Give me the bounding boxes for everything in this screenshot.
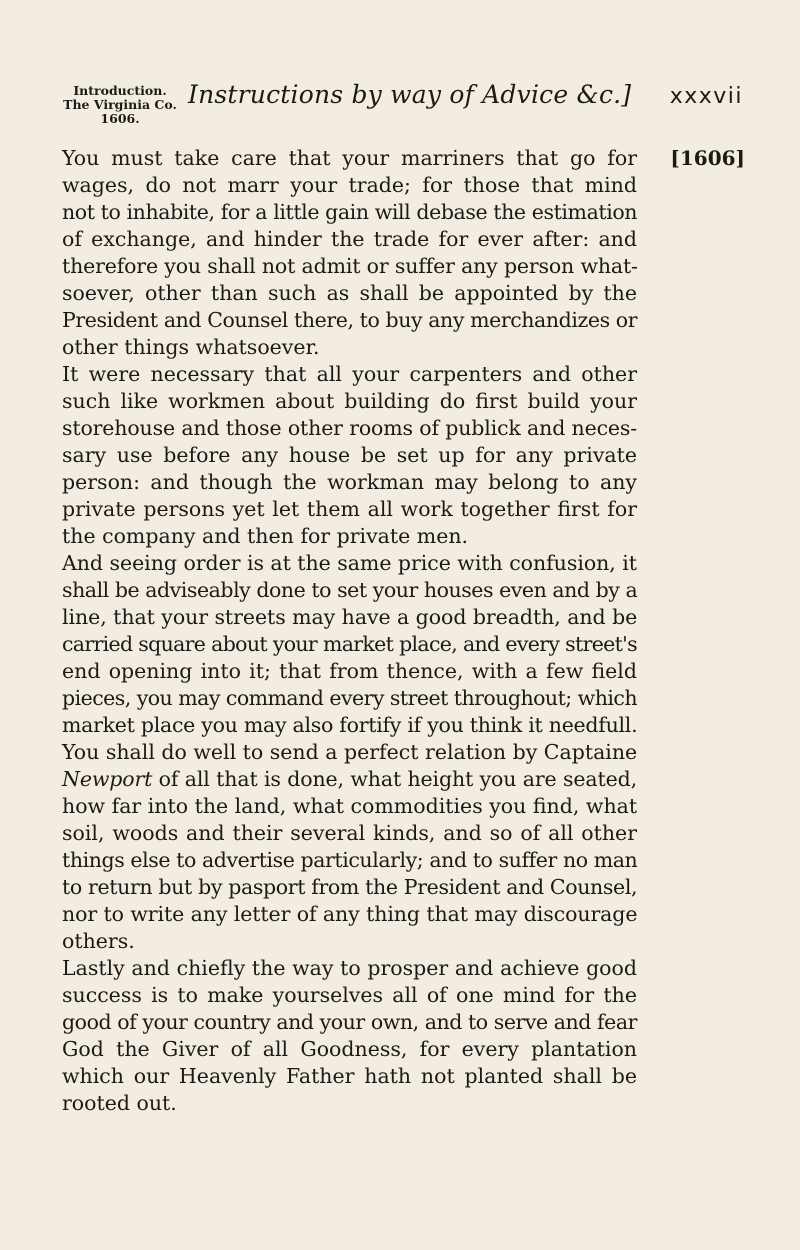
text-line: carried square about your market place, and every street's bbox=[62, 632, 637, 656]
text-line: pieces, you may command every street throughout; which bbox=[62, 686, 637, 710]
text-line: of exchange, and hinder the trade for ever after: and bbox=[62, 227, 637, 251]
text-line: others. bbox=[62, 929, 135, 953]
text-line: Lastly and chiefly the way to prosper and achieve good bbox=[62, 956, 637, 980]
text-line: rooted out. bbox=[62, 1091, 177, 1115]
text-line: soil, woods and their several kinds, and so of all other bbox=[62, 821, 637, 845]
margin-date: [1606] bbox=[670, 146, 745, 170]
text-line: the company and then for private men. bbox=[62, 524, 469, 548]
text-line: private persons yet let them all work together first for bbox=[62, 497, 637, 521]
paragraph-5 bbox=[62, 955, 637, 1117]
page-number: xxxvii bbox=[669, 84, 743, 109]
text-line: other things whatsoever. bbox=[62, 335, 320, 359]
text-line: God the Giver of all Goodness, for every plantation bbox=[62, 1037, 637, 1061]
text-line: sary use before any house be set up for any private bbox=[62, 443, 637, 467]
paragraph-1 bbox=[62, 145, 637, 361]
paragraph-2 bbox=[62, 361, 637, 550]
text-line: such like workmen about building do first build your bbox=[62, 389, 637, 413]
text-line: not to inhabite, for a little gain will debase the estimation bbox=[62, 200, 638, 224]
text-line: soever, other than such as shall be appointed by the bbox=[62, 281, 637, 305]
running-head-line-3: 1606. bbox=[100, 111, 140, 126]
text-line: And seeing order is at the same price with confusion, it bbox=[62, 551, 637, 575]
text-line: to return but by pasport from the President and Counsel, bbox=[62, 875, 638, 899]
body-text bbox=[62, 145, 637, 1117]
text-line: things else to advertise particularly; and to suffer no man bbox=[62, 848, 638, 872]
text-line: President and Counsel there, to buy any merchandizes or bbox=[62, 308, 638, 332]
text-line: shall be adviseably done to set your houses even and by a bbox=[62, 578, 638, 602]
text-line: line, that your streets may have a good breadth, and be bbox=[62, 605, 638, 629]
text-line: end opening into it; that from thence, with a few field bbox=[62, 659, 637, 683]
text-line: how far into the land, what commodities you find, what bbox=[62, 794, 638, 818]
running-head-line-1: Introduction. bbox=[73, 83, 167, 98]
text-line: wages, do not marr your trade; for those that mind bbox=[62, 173, 637, 197]
text-line: market place you may also fortify if you think it needfull. bbox=[62, 713, 638, 737]
text-line: storehouse and those other rooms of publick and neces- bbox=[62, 416, 638, 440]
text-line: therefore you shall not admit or suffer any person what- bbox=[62, 254, 638, 278]
running-head-line-2: The Virginia Co. bbox=[63, 97, 177, 112]
running-head-section bbox=[60, 84, 180, 126]
text-line: Newport of all that is done, what height you are seated, bbox=[62, 767, 637, 791]
text-line: person: and though the workman may belong to any bbox=[62, 470, 637, 494]
text-line: which our Heavenly Father hath not planted shall be bbox=[62, 1064, 637, 1088]
italic-name: Newport bbox=[62, 767, 153, 791]
text-line: You must take care that your marriners that go for bbox=[62, 146, 637, 170]
paragraph-4 bbox=[62, 739, 637, 955]
running-title: Instructions by way of Advice &c.] bbox=[188, 80, 632, 109]
text-line: success is to make yourselves all of one mind for the bbox=[62, 983, 637, 1007]
text-line: nor to write any letter of any thing that may discourage bbox=[62, 902, 638, 926]
text-line: You shall do well to send a perfect relation by Captaine bbox=[62, 740, 638, 764]
text-line: It were necessary that all your carpenters and other bbox=[62, 362, 637, 386]
paragraph-3 bbox=[62, 550, 637, 739]
text-line: good of your country and your own, and to serve and fear bbox=[62, 1010, 637, 1034]
